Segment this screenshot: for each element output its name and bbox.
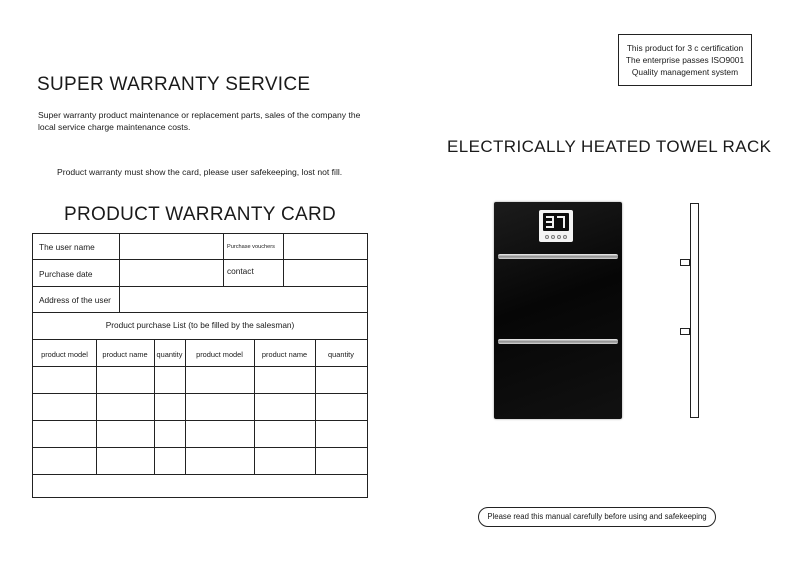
warranty-intro-text: Super warranty product maintenance or replacement parts, sales of the company the local service charge maintenance costs.	[38, 110, 361, 132]
table-rule	[283, 234, 284, 286]
table-rule	[33, 366, 367, 367]
towel-rack-side-illustration	[690, 203, 699, 418]
mode-button-icon	[563, 235, 567, 239]
certification-box	[618, 34, 752, 86]
cert-line: Quality management system	[631, 67, 739, 77]
table-rule	[33, 420, 367, 421]
column-header-product-name: product name	[102, 350, 148, 359]
product-title: ELECTRICALLY HEATED TOWEL RACK	[447, 137, 772, 156]
table-rule	[315, 339, 316, 474]
cert-line: The enterprise passes ISO9001	[625, 55, 745, 65]
warranty-card-title: PRODUCT WARRANTY CARD	[64, 204, 336, 225]
contact-label: contact	[227, 266, 254, 276]
towel-bar	[498, 254, 618, 259]
warranty-service-title: SUPER WARRANTY SERVICE	[37, 74, 311, 95]
table-rule	[119, 234, 120, 312]
purchase-vouchers-label: Purchase vouchers	[227, 244, 275, 250]
table-rule	[33, 393, 367, 394]
table-rule	[33, 339, 367, 340]
wall-bracket	[680, 328, 690, 335]
column-header-product-name: product name	[261, 350, 308, 359]
cert-line: This product for 3 c certification	[626, 43, 744, 53]
display-digits	[543, 213, 569, 231]
column-header-product-model: product model	[196, 350, 243, 359]
towel-bar	[498, 339, 618, 344]
table-rule	[254, 339, 255, 474]
table-rule	[33, 286, 367, 287]
minus-button-icon	[551, 235, 555, 239]
towel-rack-front-illustration	[494, 202, 622, 419]
table-rule	[33, 474, 367, 475]
table-rule	[33, 447, 367, 448]
plus-button-icon	[557, 235, 561, 239]
user-name-label: The user name	[39, 242, 95, 252]
warranty-card-table	[32, 233, 368, 498]
table-rule	[154, 339, 155, 474]
column-header-quantity: quantity	[156, 350, 183, 359]
address-label: Address of the user	[39, 295, 111, 305]
digital-display-icon	[539, 210, 573, 242]
purchase-list-title: Product purchase List (to be filled by the salesman)	[105, 320, 295, 330]
wall-bracket	[680, 259, 690, 266]
warranty-notice-text: Product warranty must show the card, please user safekeeping, lost not fill.	[57, 167, 343, 177]
column-header-product-model: product model	[41, 350, 88, 359]
table-rule	[96, 339, 97, 474]
purchase-date-label: Purchase date	[39, 269, 93, 279]
read-manual-note: Please read this manual carefully before using and safekeeping	[478, 507, 716, 527]
table-rule	[223, 234, 224, 286]
column-header-quantity: quantity	[328, 350, 354, 359]
power-button-icon	[545, 235, 549, 239]
table-rule	[185, 339, 186, 474]
table-rule	[33, 312, 367, 313]
table-rule	[33, 259, 367, 260]
